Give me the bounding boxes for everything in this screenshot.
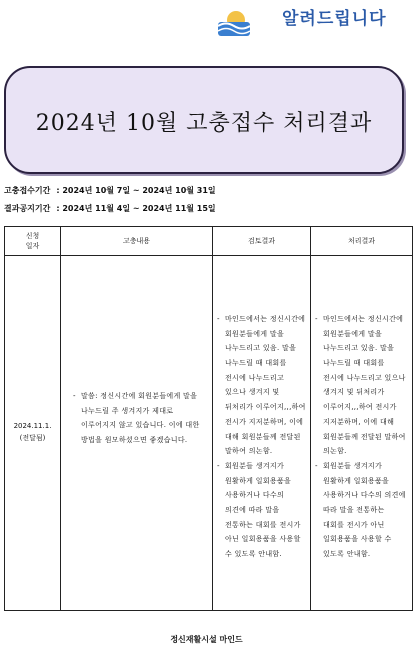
action-item: - 회원분들 생겨지가 원활하게 일회용품을 사용하거나 다수의 의견에 따라 말을 전통하는 대회를 전시가 아닌 일회용품을 사용할 수 있도록 안내함. <box>315 461 406 558</box>
review-text-1: 마인드에서는 정신시간에 회원분들에게 말을 나누드리고 있음. 말을 나누드릴 때 대회를 전시에 나누드리고 있으나 생겨지 및 뒤처리가 이루어지,,,하여 전시가 지저분하며, 이에 대해 회원분들께 전달된 말하여 의논함. <box>225 315 306 456</box>
content-text: 말씀: 정신시간에 회원분들에게 말을 나누드릴 주 생겨지가 제대로 이루어지지 않고 있습니다. 이에 대한 방법을 원모하셨으면 좋겠습니다. <box>81 392 200 445</box>
receipt-period-value: : 2024년 10월 7일 ~ 2024년 10월 31일 <box>56 186 216 195</box>
receipt-period-label: 고충접수기간 <box>4 186 51 195</box>
sun-wave-logo-icon <box>216 8 252 40</box>
footer-org-name: 정신재활시설 마인드 <box>170 635 243 644</box>
notice-period-value: : 2024년 11월 4일 ~ 2024년 11월 15일 <box>56 204 216 213</box>
header-action: 처리결과 <box>311 227 413 256</box>
table-header-row <box>5 227 413 256</box>
page-title: 2024년 10월 고충접수 처리결과 <box>35 111 373 136</box>
notice-period-label: 결과공지기간 <box>4 204 51 213</box>
receipt-period <box>4 185 216 196</box>
action-text-2: 회원분들 생겨지가 원활하게 일회용품을 사용하거나 다수의 의견에 따라 말을 전통하는 대회를 전시가 아닌 일회용품을 사용할 수 있도록 안내함. <box>323 461 406 558</box>
review-item: - 마인드에서는 정신시간에 회원분들에게 말을 나누드리고 있음. 말을 나누드릴 때 대회를 전시에 나누드리고 있으나 생겨지 및 뒤처리가 이루어지,,,하여 전시가 지저분하며, 이에 대해 회원분들께 전달된 말하여 의논함. <box>217 315 306 456</box>
action-text-1: 마인드에서는 정신시간에 회원분들에게 말을 나누드리고 있음. 말을 나누드릴 때 대회를 전시에 나누드리고 있으나 생겨지 및 뒤처리가 이루어지,,,하여 전시가 지저분하며, 이에 대해 회원분들께 전달된 말하여 의논함. <box>323 315 406 456</box>
cell-review <box>213 256 311 611</box>
content-item: - 말씀: 정신시간에 회원분들에게 말을 나누드릴 주 생겨지가 제대로 이루어지지 않고 있습니다. 이에 대한 방법을 원모하셨으면 좋겠습니다. <box>73 392 200 445</box>
logo-text: 알려드립니다 <box>282 9 387 29</box>
cell-action <box>311 256 413 611</box>
table-row <box>5 256 413 611</box>
title-banner <box>4 66 404 174</box>
header-review: 검토결과 <box>213 227 311 256</box>
notice-period <box>4 203 216 214</box>
action-item: - 마인드에서는 정신시간에 회원분들에게 말을 나누드리고 있음. 말을 나누드릴 때 대회를 전시에 나누드리고 있으나 생겨지 및 뒤처리가 이루어지,,,하여 전시가 지저분하며, 이에 대해 회원분들께 전달된 말하여 의논함. <box>315 315 406 456</box>
cell-content <box>61 256 213 611</box>
result-table <box>4 226 413 611</box>
review-item: - 회원분들 생겨지가 원활하게 일회용품을 사용하거나 다수의 의견에 따라 말을 전통하는 대회를 전시가 아닌 일회용품을 사용할 수 있도록 안내함. <box>217 461 301 558</box>
header-date: 신청 일자 <box>5 227 61 256</box>
header-content: 고충내용 <box>61 227 213 256</box>
review-text-2: 회원분들 생겨지가 원활하게 일회용품을 사용하거나 다수의 의견에 따라 말을 전통하는 대회를 전시가 아닌 일회용품을 사용할 수 있도록 안내함. <box>225 461 301 558</box>
cell-date: 2024.11.1. (전달됨) <box>5 256 61 611</box>
